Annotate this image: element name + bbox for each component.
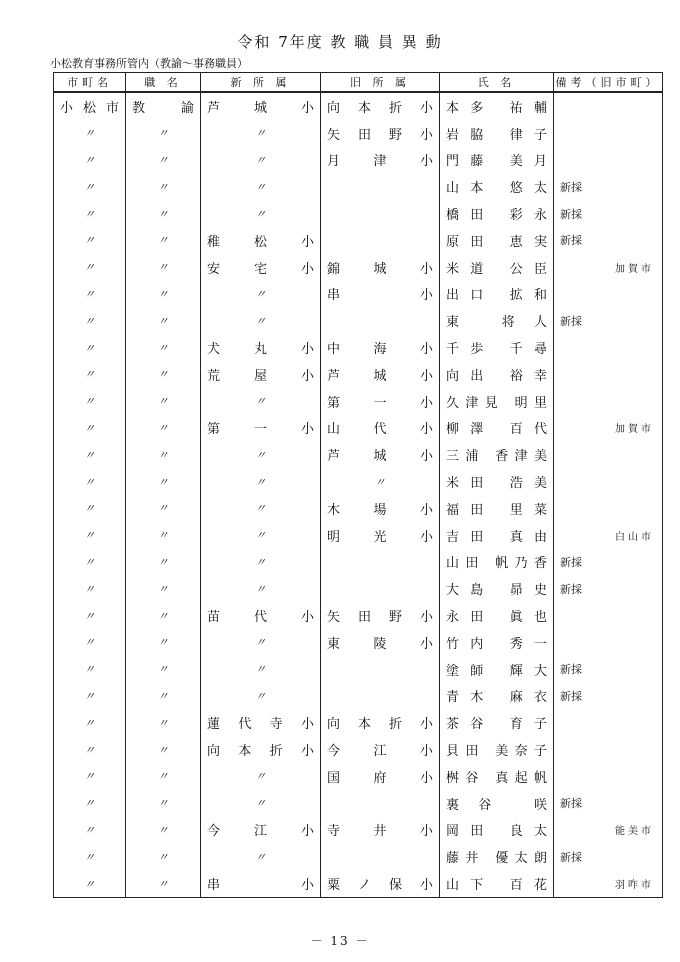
cell-text: 永田 眞也	[446, 610, 547, 626]
cell-text: 今江小	[207, 824, 314, 840]
previous-assignment-cell	[321, 629, 440, 656]
new-assignment-cell: 〃	[201, 629, 321, 656]
cell-text: 三浦 香津美	[446, 449, 547, 465]
name-cell	[440, 817, 554, 844]
table-row	[54, 522, 663, 549]
position-cell: 〃	[126, 683, 201, 710]
cell-text: 矢田野小	[327, 127, 433, 143]
municipality-cell: 〃	[54, 147, 126, 174]
name-cell	[440, 200, 554, 227]
municipality-cell: 〃	[54, 200, 126, 227]
header-previous-assignment: 旧 所 属	[321, 73, 440, 93]
remarks-cell: 新採	[554, 683, 663, 710]
remarks-cell	[554, 92, 663, 120]
municipality-cell	[54, 92, 126, 120]
previous-assignment-cell	[321, 575, 440, 602]
cell-text: 芦城小	[207, 100, 314, 116]
cell-text: 東 将人	[446, 315, 547, 331]
cell-text: 藤井 優太朗	[446, 851, 547, 867]
header-remarks: 備考（旧市町）	[554, 73, 663, 93]
remarks-cell	[554, 388, 663, 415]
position-cell: 〃	[126, 415, 201, 442]
name-cell	[440, 495, 554, 522]
cell-text: 月津小	[327, 154, 433, 170]
cell-text: 中海小	[327, 342, 433, 358]
remarks-cell	[554, 495, 663, 522]
new-assignment-cell: 〃	[201, 147, 321, 174]
table-row	[54, 147, 663, 174]
header-position: 職 名	[126, 73, 201, 93]
name-cell	[440, 656, 554, 683]
new-assignment-cell: 〃	[201, 656, 321, 683]
municipality-cell: 〃	[54, 736, 126, 763]
table-row	[54, 281, 663, 308]
previous-assignment-cell	[321, 817, 440, 844]
personnel-table	[53, 72, 663, 898]
new-assignment-cell	[201, 92, 321, 120]
new-assignment-cell: 〃	[201, 763, 321, 790]
table-row	[54, 173, 663, 200]
previous-assignment-cell	[321, 495, 440, 522]
name-cell	[440, 575, 554, 602]
position-cell: 〃	[126, 388, 201, 415]
remarks-cell: 羽咋市	[554, 870, 663, 897]
name-cell	[440, 736, 554, 763]
remarks-cell	[554, 763, 663, 790]
municipality-cell: 〃	[54, 388, 126, 415]
previous-assignment-cell	[321, 843, 440, 870]
table-row	[54, 683, 663, 710]
municipality-cell: 〃	[54, 415, 126, 442]
cell-text: 木場小	[327, 502, 433, 518]
position-cell: 〃	[126, 602, 201, 629]
new-assignment-cell	[201, 736, 321, 763]
previous-assignment-cell	[321, 254, 440, 281]
header-name: 氏 名	[440, 73, 554, 93]
table-row	[54, 334, 663, 361]
remarks-cell: 加賀市	[554, 254, 663, 281]
position-cell: 〃	[126, 147, 201, 174]
table-row	[54, 415, 663, 442]
position-cell: 〃	[126, 281, 201, 308]
name-cell	[440, 683, 554, 710]
position-cell: 〃	[126, 468, 201, 495]
municipality-cell: 〃	[54, 709, 126, 736]
document-title: 令和 7年度 教 職 員 異 動	[237, 33, 443, 51]
previous-assignment-cell	[321, 120, 440, 147]
table-row	[54, 763, 663, 790]
new-assignment-cell	[201, 415, 321, 442]
new-assignment-cell: 〃	[201, 173, 321, 200]
remarks-cell: 加賀市	[554, 415, 663, 442]
cell-text: 串小	[327, 288, 433, 304]
cell-text: 竹内 秀一	[446, 636, 547, 652]
cell-text: 荒屋小	[207, 368, 314, 384]
remarks-cell	[554, 736, 663, 763]
municipality-cell: 〃	[54, 441, 126, 468]
position-cell: 〃	[126, 817, 201, 844]
new-assignment-cell: 〃	[201, 843, 321, 870]
municipality-cell: 〃	[54, 817, 126, 844]
municipality-cell: 〃	[54, 843, 126, 870]
cell-text: 久津見 明里	[446, 395, 547, 411]
cell-text: 岡田 良太	[446, 824, 547, 840]
name-cell	[440, 549, 554, 576]
table-row	[54, 120, 663, 147]
remarks-cell: 新採	[554, 227, 663, 254]
position-cell: 〃	[126, 629, 201, 656]
name-cell	[440, 790, 554, 817]
new-assignment-cell: 〃	[201, 468, 321, 495]
position-cell: 〃	[126, 656, 201, 683]
municipality-cell: 〃	[54, 495, 126, 522]
cell-text: 教諭	[132, 100, 194, 116]
municipality-cell: 〃	[54, 870, 126, 897]
previous-assignment-cell	[321, 147, 440, 174]
cell-text: 錦城小	[327, 261, 433, 277]
document-subtitle: 小松教育事務所管内（教諭～事務職員）	[50, 57, 248, 70]
remarks-cell	[554, 361, 663, 388]
previous-assignment-cell	[321, 361, 440, 388]
cell-text: 米道 公臣	[446, 261, 547, 277]
cell-text: 犬丸小	[207, 342, 314, 358]
previous-assignment-cell	[321, 709, 440, 736]
new-assignment-cell	[201, 817, 321, 844]
previous-assignment-cell	[321, 334, 440, 361]
cell-text: 福田 里菜	[446, 502, 547, 518]
remarks-cell: 新採	[554, 843, 663, 870]
cell-text: 粟ノ保小	[327, 878, 433, 893]
name-cell	[440, 415, 554, 442]
previous-assignment-cell	[321, 200, 440, 227]
new-assignment-cell: 〃	[201, 575, 321, 602]
cell-text: 山代小	[327, 422, 433, 438]
cell-text: 矢田野小	[327, 610, 433, 626]
new-assignment-cell: 〃	[201, 549, 321, 576]
remarks-cell	[554, 629, 663, 656]
municipality-cell: 〃	[54, 468, 126, 495]
remarks-cell: 新採	[554, 790, 663, 817]
new-assignment-cell: 〃	[201, 120, 321, 147]
new-assignment-cell	[201, 361, 321, 388]
table-row	[54, 227, 663, 254]
cell-text: 明光小	[327, 529, 433, 545]
new-assignment-cell: 〃	[201, 281, 321, 308]
name-cell	[440, 468, 554, 495]
new-assignment-cell: 〃	[201, 200, 321, 227]
cell-text: 芦城小	[327, 449, 433, 465]
remarks-cell: 新採	[554, 200, 663, 227]
header-municipality: 市町名	[54, 73, 126, 93]
cell-text: 向本折小	[327, 100, 433, 116]
municipality-cell: 〃	[54, 575, 126, 602]
previous-assignment-cell	[321, 388, 440, 415]
name-cell	[440, 147, 554, 174]
table-header-row	[54, 73, 663, 93]
new-assignment-cell: 〃	[201, 495, 321, 522]
remarks-cell: 新採	[554, 173, 663, 200]
cell-text: 国府小	[327, 770, 433, 786]
cell-text: 第一小	[207, 422, 314, 438]
table-row	[54, 254, 663, 281]
cell-text: 向本折小	[327, 717, 433, 733]
page-number: － 13 －	[310, 934, 370, 948]
cell-text: 本多 祐輔	[446, 100, 547, 116]
position-cell: 〃	[126, 227, 201, 254]
name-cell	[440, 388, 554, 415]
table-row	[54, 468, 663, 495]
previous-assignment-cell	[321, 441, 440, 468]
previous-assignment-cell	[321, 790, 440, 817]
new-assignment-cell: 〃	[201, 388, 321, 415]
cell-text: 今江小	[327, 744, 433, 760]
position-cell: 〃	[126, 790, 201, 817]
cell-text: 柳澤 百代	[446, 422, 547, 438]
cell-text: 東陵小	[327, 636, 433, 652]
municipality-cell: 〃	[54, 656, 126, 683]
cell-text: 吉田 真由	[446, 529, 547, 545]
remarks-cell: 能美市	[554, 817, 663, 844]
name-cell	[440, 709, 554, 736]
position-cell: 〃	[126, 575, 201, 602]
table-row	[54, 495, 663, 522]
cell-text: 貝田 美奈子	[446, 744, 547, 760]
table-row	[54, 92, 663, 120]
municipality-cell: 〃	[54, 629, 126, 656]
table-row	[54, 307, 663, 334]
remarks-cell	[554, 334, 663, 361]
previous-assignment-cell	[321, 602, 440, 629]
municipality-cell: 〃	[54, 790, 126, 817]
remarks-cell	[554, 468, 663, 495]
municipality-cell: 〃	[54, 602, 126, 629]
remarks-cell: 白山市	[554, 522, 663, 549]
cell-text: 向出 裕幸	[446, 368, 547, 384]
table-row	[54, 602, 663, 629]
cell-text: 苗代小	[207, 610, 314, 626]
position-cell: 〃	[126, 254, 201, 281]
municipality-cell: 〃	[54, 334, 126, 361]
previous-assignment-cell	[321, 227, 440, 254]
municipality-cell: 〃	[54, 120, 126, 147]
new-assignment-cell	[201, 227, 321, 254]
new-assignment-cell: 〃	[201, 522, 321, 549]
name-cell	[440, 334, 554, 361]
remarks-cell	[554, 602, 663, 629]
position-cell: 〃	[126, 441, 201, 468]
table-row	[54, 200, 663, 227]
cell-text: 米田 浩美	[446, 476, 547, 492]
remarks-cell	[554, 709, 663, 736]
name-cell	[440, 441, 554, 468]
remarks-cell: 新採	[554, 549, 663, 576]
position-cell: 〃	[126, 709, 201, 736]
cell-text: 向本折小	[207, 744, 314, 760]
new-assignment-cell: 〃	[201, 441, 321, 468]
table-row	[54, 817, 663, 844]
name-cell	[440, 173, 554, 200]
header-new-assignment: 新 所 属	[201, 73, 321, 93]
table-row	[54, 388, 663, 415]
position-cell: 〃	[126, 361, 201, 388]
previous-assignment-cell	[321, 683, 440, 710]
cell-text: 稚松小	[207, 234, 314, 250]
cell-text: 桝谷 真起帆	[446, 770, 547, 786]
position-cell: 〃	[126, 307, 201, 334]
previous-assignment-cell	[321, 173, 440, 200]
cell-text: 安宅小	[207, 261, 314, 277]
name-cell	[440, 522, 554, 549]
municipality-cell: 〃	[54, 361, 126, 388]
cell-text: 寺井小	[327, 824, 433, 840]
position-cell: 〃	[126, 495, 201, 522]
position-cell: 〃	[126, 334, 201, 361]
table-row	[54, 656, 663, 683]
previous-assignment-cell	[321, 92, 440, 120]
name-cell	[440, 870, 554, 897]
position-cell: 〃	[126, 549, 201, 576]
municipality-cell: 〃	[54, 281, 126, 308]
remarks-cell	[554, 120, 663, 147]
table-row	[54, 361, 663, 388]
cell-text: 串小	[207, 878, 314, 893]
name-cell	[440, 281, 554, 308]
table-row	[54, 736, 663, 763]
cell-text: 茶谷 育子	[446, 717, 547, 733]
municipality-cell: 〃	[54, 307, 126, 334]
previous-assignment-cell	[321, 656, 440, 683]
municipality-cell: 〃	[54, 227, 126, 254]
new-assignment-cell	[201, 334, 321, 361]
cell-text: 橋田 彩永	[446, 208, 547, 224]
position-cell: 〃	[126, 522, 201, 549]
new-assignment-cell: 〃	[201, 307, 321, 334]
municipality-cell: 〃	[54, 254, 126, 281]
previous-assignment-cell	[321, 549, 440, 576]
municipality-cell: 〃	[54, 549, 126, 576]
cell-text: 岩脇 律子	[446, 127, 547, 143]
cell-text: 山本 悠太	[446, 181, 547, 197]
table-row	[54, 575, 663, 602]
new-assignment-cell	[201, 709, 321, 736]
cell-text: 青木 麻衣	[446, 690, 547, 706]
table-row	[54, 870, 663, 897]
previous-assignment-cell	[321, 763, 440, 790]
position-cell: 〃	[126, 870, 201, 897]
position-cell: 〃	[126, 843, 201, 870]
table-row	[54, 629, 663, 656]
name-cell	[440, 763, 554, 790]
municipality-cell: 〃	[54, 173, 126, 200]
name-cell	[440, 254, 554, 281]
cell-text: 千歩 千尋	[446, 342, 547, 358]
cell-text: 出口 拡和	[446, 288, 547, 304]
name-cell	[440, 361, 554, 388]
remarks-cell	[554, 281, 663, 308]
table-row	[54, 843, 663, 870]
cell-text: 蓮代寺小	[207, 717, 314, 733]
new-assignment-cell: 〃	[201, 683, 321, 710]
cell-text: 原田 恵実	[446, 234, 547, 250]
cell-text: 第一小	[327, 395, 433, 411]
name-cell	[440, 843, 554, 870]
new-assignment-cell	[201, 870, 321, 897]
table-row	[54, 709, 663, 736]
new-assignment-cell	[201, 602, 321, 629]
remarks-cell	[554, 147, 663, 174]
name-cell	[440, 602, 554, 629]
previous-assignment-cell	[321, 522, 440, 549]
remarks-cell: 新採	[554, 307, 663, 334]
position-cell: 〃	[126, 200, 201, 227]
position-cell: 〃	[126, 736, 201, 763]
table-row	[54, 549, 663, 576]
name-cell	[440, 629, 554, 656]
cell-text: 塗師 輝大	[446, 663, 547, 679]
position-cell: 〃	[126, 173, 201, 200]
cell-text: 山田 帆乃香	[446, 556, 547, 572]
new-assignment-cell	[201, 254, 321, 281]
name-cell	[440, 227, 554, 254]
cell-text: 大島 昴史	[446, 583, 547, 599]
table-row	[54, 441, 663, 468]
cell-text: 山下 百花	[446, 878, 547, 893]
new-assignment-cell: 〃	[201, 790, 321, 817]
municipality-cell: 〃	[54, 683, 126, 710]
remarks-cell: 新採	[554, 656, 663, 683]
cell-text: 小松市	[60, 100, 119, 116]
previous-assignment-cell	[321, 736, 440, 763]
name-cell	[440, 92, 554, 120]
previous-assignment-cell	[321, 307, 440, 334]
cell-text: 芦城小	[327, 368, 433, 384]
municipality-cell: 〃	[54, 522, 126, 549]
cell-text: 裏谷 咲	[446, 797, 547, 813]
position-cell: 〃	[126, 120, 201, 147]
name-cell	[440, 307, 554, 334]
cell-text: 門藤 美月	[446, 154, 547, 170]
previous-assignment-cell	[321, 415, 440, 442]
previous-assignment-cell	[321, 281, 440, 308]
position-cell: 〃	[126, 763, 201, 790]
position-cell	[126, 92, 201, 120]
remarks-cell: 新採	[554, 575, 663, 602]
previous-assignment-cell	[321, 870, 440, 897]
previous-assignment-cell: 〃	[321, 468, 440, 495]
municipality-cell: 〃	[54, 763, 126, 790]
table-row	[54, 790, 663, 817]
remarks-cell	[554, 441, 663, 468]
name-cell	[440, 120, 554, 147]
